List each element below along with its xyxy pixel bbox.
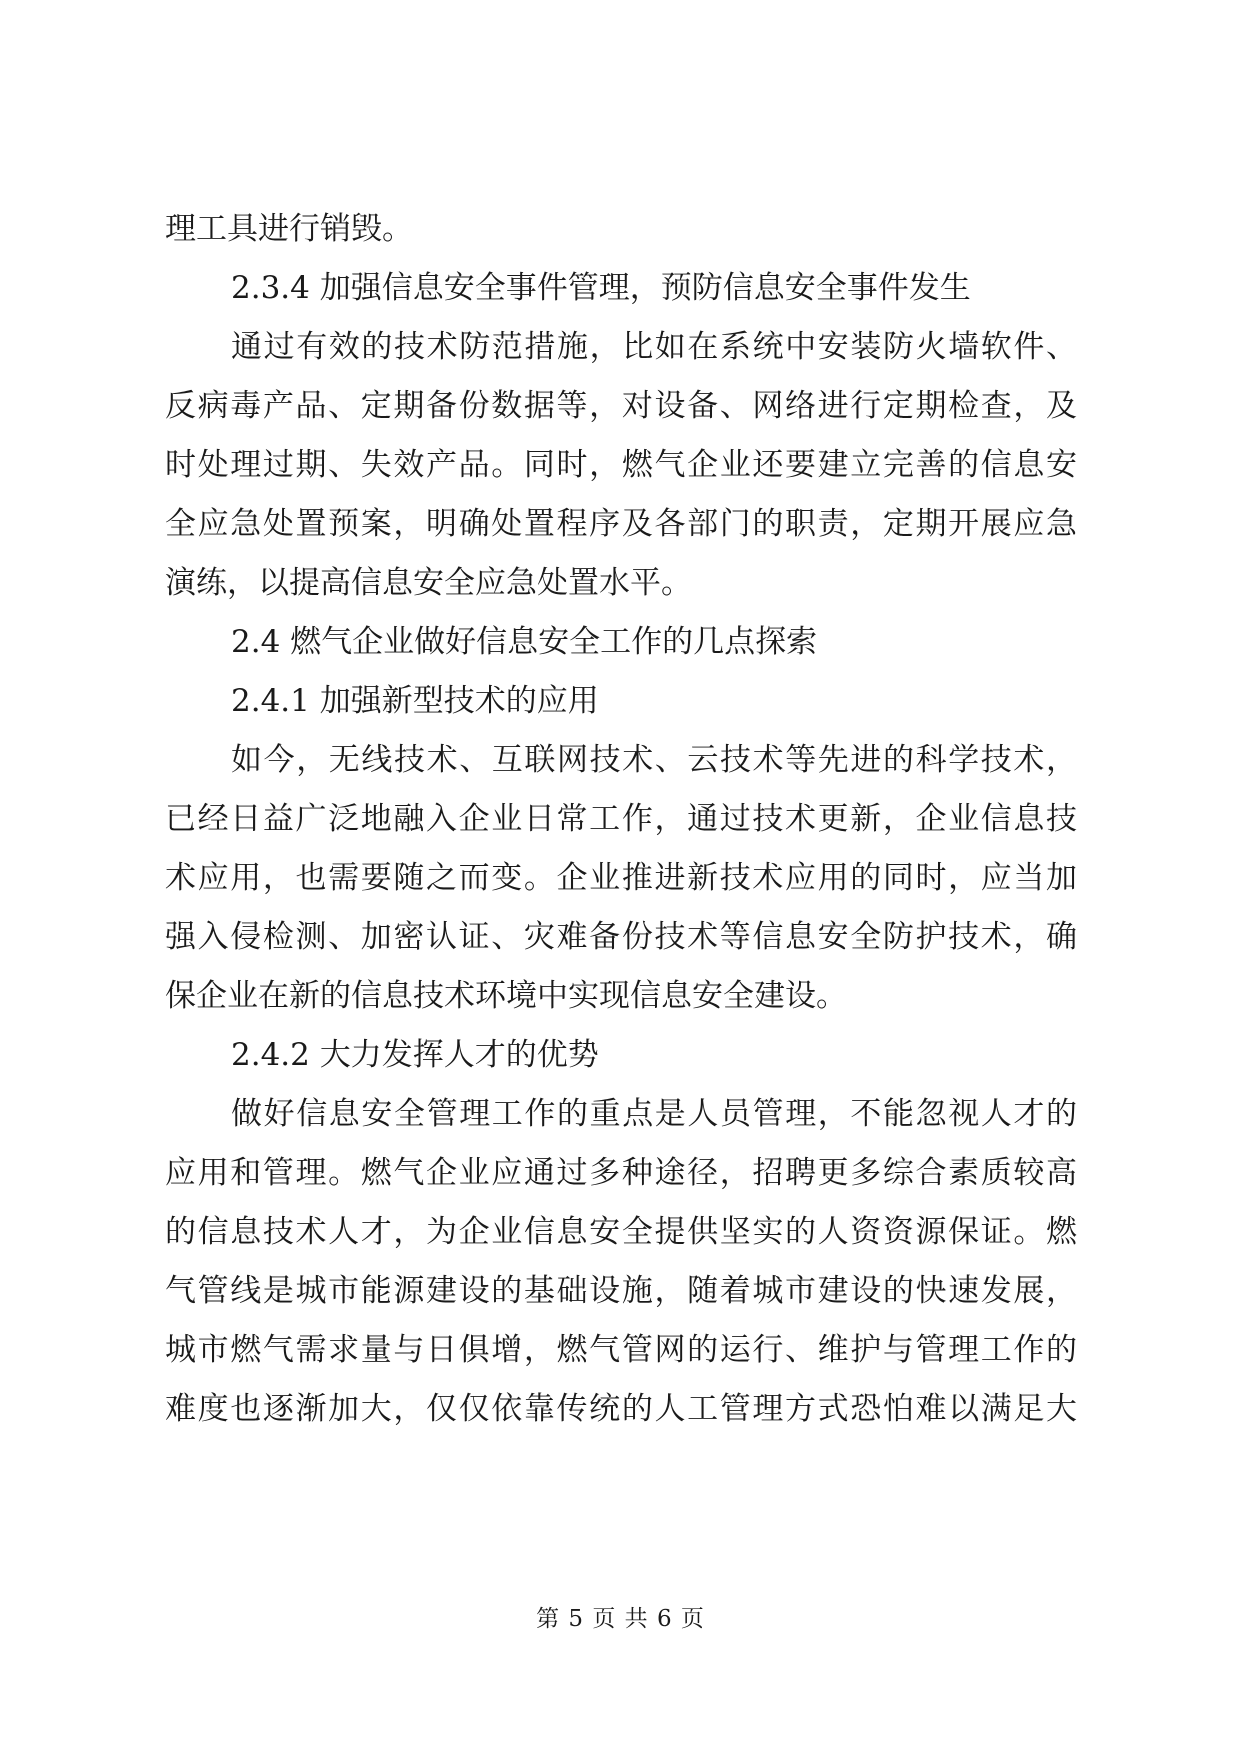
text-line: 城市燃气需求量与日俱增，燃气管网的运行、维护与管理工作的 xyxy=(165,1332,1077,1368)
text-line: 已经日益广泛地融入企业日常工作，通过技术更新，企业信息技 xyxy=(165,801,1077,837)
text-line: 时处理过期、失效产品。同时，燃气企业还要建立完善的信息安 xyxy=(165,447,1077,483)
page-number-footer: 第 5 页 共 6 页 xyxy=(536,1606,705,1632)
document-body xyxy=(165,200,1077,1439)
section-heading-2-4-1: 2.4.1 加强新型技术的应用 xyxy=(231,683,599,719)
text-line: 如今，无线技术、互联网技术、云技术等先进的科学技术， xyxy=(231,742,1077,778)
text-line: 气管线是城市能源建设的基础设施，随着城市建设的快速发展， xyxy=(165,1273,1077,1309)
section-heading-2-4: 2.4 燃气企业做好信息安全工作的几点探索 xyxy=(231,624,818,660)
text-line: 保企业在新的信息技术环境中实现信息安全建设。 xyxy=(165,978,847,1014)
text-line: 通过有效的技术防范措施，比如在系统中安装防火墙软件、 xyxy=(231,329,1077,365)
text-line: 全应急处置预案，明确处置程序及各部门的职责，定期开展应急 xyxy=(165,506,1077,542)
text-line: 理工具进行销毁。 xyxy=(165,211,413,247)
text-line: 的信息技术人才，为企业信息安全提供坚实的人资资源保证。燃 xyxy=(165,1214,1077,1250)
text-line: 术应用，也需要随之而变。企业推进新技术应用的同时，应当加 xyxy=(165,860,1077,896)
text-line: 反病毒产品、定期备份数据等，对设备、网络进行定期检查，及 xyxy=(165,388,1077,424)
section-heading-2-4-2: 2.4.2 大力发挥人才的优势 xyxy=(231,1037,599,1073)
text-line: 做好信息安全管理工作的重点是人员管理，不能忽视人才的 xyxy=(231,1096,1077,1132)
section-heading-2-3-4: 2.3.4 加强信息安全事件管理，预防信息安全事件发生 xyxy=(231,270,971,306)
text-line: 难度也逐渐加大，仅仅依靠传统的人工管理方式恐怕难以满足大 xyxy=(165,1391,1077,1427)
text-line: 演练，以提高信息安全应急处置水平。 xyxy=(165,565,692,601)
text-line: 强入侵检测、加密认证、灾难备份技术等信息安全防护技术，确 xyxy=(165,919,1077,955)
text-line: 应用和管理。燃气企业应通过多种途径，招聘更多综合素质较高 xyxy=(165,1155,1077,1191)
